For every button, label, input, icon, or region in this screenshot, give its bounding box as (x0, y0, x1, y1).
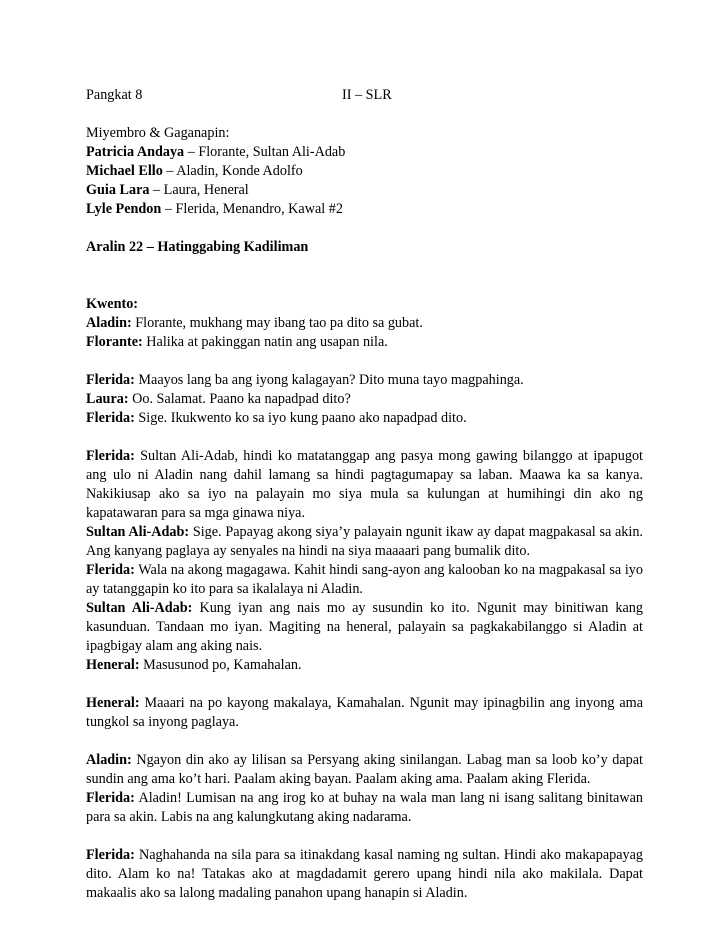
dialogue-line (86, 409, 643, 428)
speaker: Sultan Ali-Adab: (86, 524, 190, 540)
dialogue-line (86, 333, 643, 352)
dialogue-text: Wala na akong magagawa. Kahit hindi sang-ayon ang kalooban ko na magpakasal sa iyo ay tatanggapin ko ito para sa ikalalaya ni Aladin. (86, 562, 643, 597)
dialogue-line (86, 561, 643, 599)
speaker: Heneral: (86, 657, 140, 673)
dialogue-text: Sige. Ikukwento ko sa iyo kung paano ako napadpad dito. (134, 410, 467, 426)
speaker: Laura: (86, 391, 129, 407)
speaker: Flerida: (86, 410, 135, 426)
dialogue-line (86, 656, 643, 675)
dialogue-line (86, 390, 643, 409)
speaker: Aladin: (86, 752, 132, 768)
group-label: Pangkat 8 (86, 87, 143, 103)
dialogue-text: Ngayon din ako ay lilisan sa Persyang aking sinilangan. Labag man sa loob ko’y dapat sundin ang ama ko’t hari. Paalam aking bayan. Paalam aking ama. Paalam aking Flerida. (86, 752, 643, 787)
section-label: II – SLR (342, 87, 392, 103)
dialogue-text: Masusunod po, Kamahalan. (139, 657, 302, 673)
dialogue-text: Sige. Papayag akong siya’y palayain ngunit ikaw ay dapat magpakasal sa akin. Ang kanyang paglaya ay senyales na hindi na siya maaaari pang bumalik dito. (86, 524, 643, 559)
dialogue-line (86, 751, 643, 789)
dialogue-text: Florante, mukhang may ibang tao pa dito sa gubat. (131, 315, 423, 331)
dialogue-text: Maaari na po kayong makalaya, Kamahalan. Ngunit may ipinagbilin ang inyong ama tungkol sa inyong paglaya. (86, 695, 643, 730)
speaker: Flerida: (86, 847, 135, 863)
dialogue-text: Aladin! Lumisan na ang irog ko at buhay na wala man lang ni isang salitang binitawan para sa akin. Labis na ang kalungkutang aking nadarama. (86, 790, 643, 825)
dialogue-line (86, 447, 643, 523)
dialogue-line (86, 789, 643, 827)
dialogue-text: Maayos lang ba ang iyong kalagayan? Dito muna tayo magpahinga. (134, 372, 524, 388)
speaker: Aladin: (86, 315, 132, 331)
member-name: Guia Lara (86, 182, 150, 198)
member-roles: – Aladin, Konde Adolfo (162, 163, 303, 179)
document-body (86, 86, 643, 903)
speaker: Flerida: (86, 562, 135, 578)
speaker: Heneral: (86, 695, 140, 711)
dialogue-text: Oo. Salamat. Paano ka napadpad dito? (128, 391, 351, 407)
speaker: Flerida: (86, 372, 135, 388)
lesson-title: Aralin 22 – Hatinggabing Kadiliman (86, 239, 309, 255)
speaker: Sultan Ali-Adab: (86, 600, 193, 616)
dialogue-text: Kung iyan ang nais mo ay susundin ko ito. Ngunit may binitiwan kang kasunduan. Tandaan mo iyan. Magiting na heneral, palayain sa pagkakabilanggo si Aladin at ipagbigay alam ang aking nais. (86, 600, 643, 654)
dialogue-line (86, 694, 643, 732)
story-heading: Kwento: (86, 296, 139, 312)
member-line (86, 181, 643, 200)
dialogue-text: Sultan Ali-Adab, hindi ko matatanggap ang pasya mong gawing bilanggo at ipapugot ang ulo ni Aladin nang dahil lamang sa hindi pagtagumapay sa laban. Maawa ka sa kanya. Nakikiusap ako sa iyo na palayain mo siya mula sa kulungan at humihingi din ako ng kapatawaran para sa mga ginawa niya. (86, 448, 643, 521)
member-roles: – Laura, Heneral (149, 182, 249, 198)
header-row (86, 86, 643, 105)
speaker: Florante: (86, 334, 143, 350)
member-roles: – Florante, Sultan Ali-Adab (184, 144, 346, 160)
member-name: Lyle Pendon (86, 201, 162, 217)
dialogue-line (86, 371, 643, 390)
member-line (86, 162, 643, 181)
member-line (86, 143, 643, 162)
member-name: Patricia Andaya (86, 144, 185, 160)
dialogue-line (86, 599, 643, 656)
dialogue-line (86, 314, 643, 333)
member-line (86, 200, 643, 219)
speaker: Flerida: (86, 790, 135, 806)
member-name: Michael Ello (86, 163, 163, 179)
members-heading: Miyembro & Gaganapin: (86, 125, 230, 141)
dialogue-line (86, 523, 643, 561)
member-roles: – Flerida, Menandro, Kawal #2 (161, 201, 343, 217)
dialogue-line (86, 846, 643, 903)
speaker: Flerida: (86, 448, 135, 464)
dialogue-text: Halika at pakinggan natin ang usapan nila. (142, 334, 388, 350)
dialogue-text: Naghahanda na sila para sa itinakdang kasal naming ng sultan. Hindi ako makapapayag dito. Alam ko na! Tatakas ako at magdadamit gerero upang hindi nila ako makilala. Dapat makaalis ako sa lalong madaling panahon upang hanapin si Aladin. (86, 847, 643, 901)
